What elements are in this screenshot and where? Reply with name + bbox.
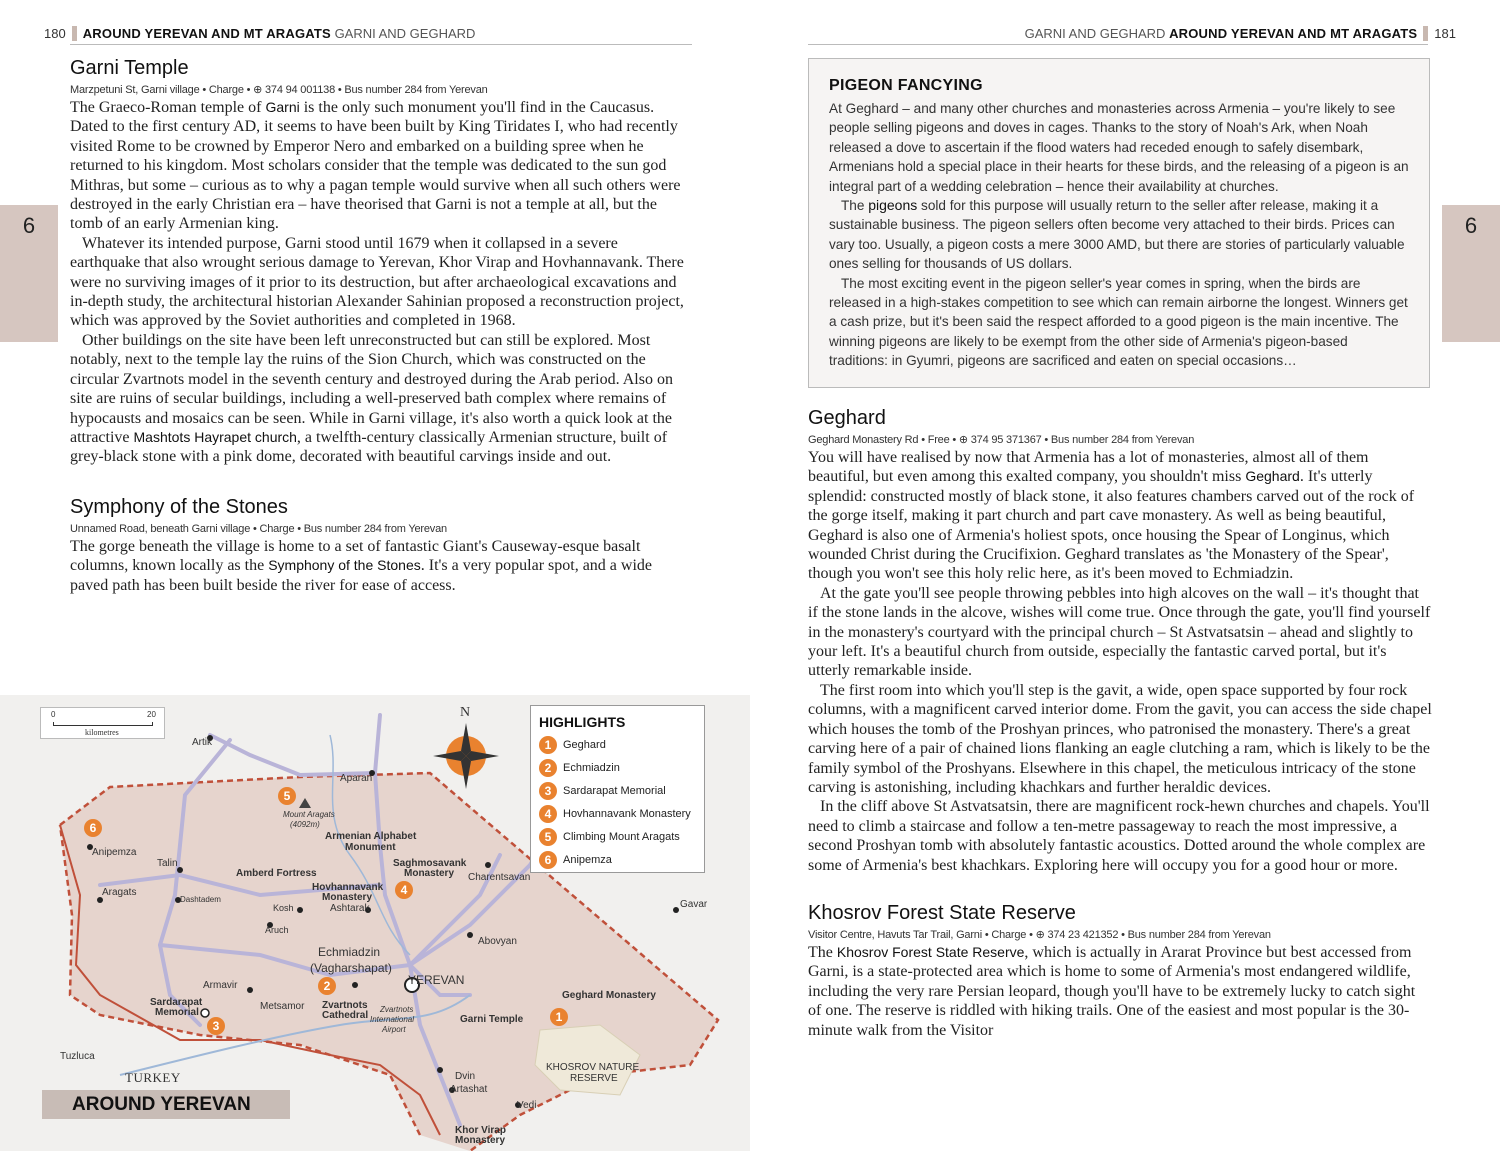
right-column (808, 406, 1432, 1040)
symphony-highlight: Symphony of the Stones (268, 557, 421, 574)
label-garni-temple: Garni Temple (460, 1014, 524, 1025)
geghard-paragraph-4: In the cliff above St Astvatsatsin, there are magnificent rock-hewn churches and chapels. You'll need to climb a staircase and follow a ten-metre passageway to reach the most impressive, a second Proshyan tomb with absolutely fantastic acoustics. Dotted around the whole complex are some of Armenia's best khachkars. Exploring here will occupy you for a good hour or more. (808, 798, 1430, 874)
pigeon-paragraph-3: The most exciting event in the pigeon seller's year comes in spring, when the birds are released in a high-stakes competition to see which can remain airborne the longest. Winners get a cash prize, but it's been said the respect afforded to a good pigeon is the main incentive. The winning pigeons are likely to be exempt from the other side of Armenia's pigeon-based traditions: in Gyumri, pigeons are sacrificed and eaten on special occasions… (829, 275, 1408, 369)
label-talin: Talin (157, 858, 178, 869)
highlight-item (539, 848, 696, 871)
label-khosrov-1: KHOSROV NATURE (546, 1062, 640, 1073)
label-sardarapat: Sardarapat (150, 997, 203, 1008)
north-label: N (460, 705, 471, 720)
label-geghard-monastery: Geghard Monastery (562, 990, 656, 1001)
geghard-highlight: Geghard (1245, 468, 1300, 485)
label-vedi: Vedi (517, 1100, 537, 1111)
pigeon-paragraph-1: At Geghard – and many other churches and monasteries across Armenia – you're likely to see people selling pigeons and doves in cages. Thanks to the story of Noah's Ark, when Noah released a dove to ascertain if the flood waters had receded enough to safely disembark, Armenians hold a special place in their hearts for these birds, and the releasing of a pigeon is an integral part of a wedding celebration – hence their availability at churches. (829, 101, 1409, 194)
label-armavir: Armavir (203, 980, 238, 991)
map-marker-4: 4 (395, 881, 413, 899)
highlight-label: Sardarapat Memorial (563, 784, 666, 797)
label-abovyan: Abovyan (478, 936, 517, 947)
label-saghmosavank: Saghmosavank (393, 858, 467, 869)
label-kosh: Kosh (273, 903, 294, 913)
label-mount-aragats-height: (4092m) (290, 820, 320, 829)
label-alphabet: Armenian Alphabet (325, 831, 417, 842)
left-header-rule (70, 44, 692, 45)
left-chapter-tab-number: 6 (22, 213, 36, 238)
highlight-item (539, 802, 696, 825)
left-chapter-title: AROUND YEREVAN AND MT ARAGATS (82, 26, 331, 41)
right-header-rule (808, 44, 1428, 45)
garni-meta: Marzpetuni St, Garni village • Charge • ⊕ 374 94 001138 • Bus number 284 from Yerevan (70, 84, 488, 96)
label-artashat: Artashat (450, 1084, 488, 1095)
highlight-number: 3 (539, 782, 557, 800)
map-marker-2: 2 (318, 977, 336, 995)
label-dashtadem: Dashtadem (180, 895, 221, 904)
label-vagharshapat: (Vagharshapat) (310, 961, 392, 975)
label-artik: Artik (192, 737, 212, 748)
around-yerevan-map (0, 695, 750, 1151)
highlight-label: Hovhannavank Monastery (563, 807, 691, 820)
map-marker-3: 3 (207, 1017, 225, 1035)
label-charentsavan: Charentsavan (468, 872, 531, 883)
label-khor-virap-2: Monastery (455, 1135, 506, 1146)
highlight-label: Geghard (563, 738, 606, 751)
label-airport-1: Zvartnots (380, 1005, 414, 1014)
label-mount-aragats: Mount Aragats (283, 810, 335, 819)
label-amberd: Amberd Fortress (236, 868, 317, 879)
label-airport-2: International (370, 1015, 415, 1024)
right-running-head (1025, 26, 1456, 41)
khosrov-paragraph-1: The Khosrov Forest State Reserve, which is actually in Ararat Province but best accessed from Garni, is a state-protected area which is home to some of Armenia's most endangered wildlife, including the very rare Persian leopard, though you'll have to be extremely lucky to catch sight of one. The reserve is riddled with hiking trails. One of the easiest and most popular is the 30-minute walk from the Visitor (808, 943, 1416, 1039)
label-hovhannavank: Hovhannavank (312, 882, 384, 893)
label-alphabet-2: Monument (345, 842, 396, 853)
right-chapter-tab-number: 6 (1464, 213, 1478, 238)
right-section-title: GARNI AND GEGHARD (1024, 26, 1166, 41)
garni-highlight: Garni (265, 99, 300, 115)
label-aparan: Aparan (340, 773, 373, 784)
highlight-item (539, 756, 696, 779)
label-anipemza: Anipemza (92, 847, 137, 858)
garni-paragraph-2: Whatever its intended purpose, Garni stood until 1679 when it collapsed in a severe earthquake that also wrought serious damage to Yerevan, Khor Virap and Hovhannavank. There were no surviving images of it prior to its destruction, but after archaeological excavations and in-depth study, the architectural historian Alexander Sahinian proposed a reconstruction project, which was approved by the Soviet authorities and completed in 1968. (70, 234, 684, 330)
compass-rose (433, 723, 499, 789)
label-turkey: TURKEY (125, 1070, 181, 1085)
khosrov-meta: Visitor Centre, Havuts Tar Trail, Garni • Charge • ⊕ 374 23 421352 • Bus number 284 from Yerevan (808, 928, 1271, 941)
highlights-title: HIGHLIGHTS (539, 714, 626, 730)
symphony-title: Symphony of the Stones (70, 495, 288, 518)
geghard-paragraph-3: The first room into which you'll step is the gavit, a wide, open space supported by four rock columns, with a magnificent carved interior dome. From the gavit, you can access the side chapel which houses the tomb of the Proshyan princes, who patronised the monastery. There's a great carving here of a pair of chained lions flanking an eagle clutching a ram, which is likely to be the family symbol of the Proshyans. Elsewhere in this chapel, the meticulous intricacy of the stone carving is astonishing, including khachkars and further heraldic devices. (808, 681, 1432, 796)
map-title: AROUND YEREVAN (42, 1090, 290, 1119)
khosrov-title: Khosrov Forest State Reserve (808, 901, 1076, 924)
highlight-number: 1 (539, 736, 557, 754)
symphony-paragraph-1: The gorge beneath the village is home to a set of fantastic Giant's Causeway-esque basalt columns, known locally as the Symphony of the Stones. It's a very popular spot, and a wide paved path has been built beside the river for ease of access. (70, 537, 652, 594)
highlight-label: Echmiadzin (563, 761, 620, 774)
map-marker-6: 6 (84, 819, 102, 837)
left-section-title: GARNI AND GEGHARD (334, 26, 476, 41)
garni-paragraph-3: Other buildings on the site have been left unreconstructed but can still be explored. Most notably, next to the temple lay the ruins of the Sion Church, which was constructed on the circular Zvartnots model in the seventh century and destroyed during the Arab period. Also on site are ruins of secular buildings, including a well-preserved bath complex where remains of hypocausts and mosaics can be seen. While in Garni village, it's also worth a quick look at the attractive Mashtots Hayrapet church, a twelfth-century classically Armenian structure, built of grey-black stone with a pink dome, decorated with beautiful carvings inside and out. (70, 331, 673, 466)
geghard-paragraph-2: At the gate you'll see people throwing pebbles into high alcoves on the wall – it's thought that if the stone lands in the alcove, wishes will come true. Once through the gate, you'll find yourself in the monastery's courtyard with the principal church – St Astvatsatsin – ahead and slightly to your left. It's a beautiful church from outside, especially the fantastic carved portal, but it's utterly remarkable inside. (808, 584, 1431, 680)
symphony-meta: Unnamed Road, beneath Garni village • Charge • Bus number 284 from Yerevan (70, 522, 447, 535)
label-hovhannavank-2: Monastery (322, 892, 373, 903)
garni-title: Garni Temple (70, 57, 189, 79)
scale-unit: kilometres (85, 728, 119, 737)
label-memorial: Memorial (155, 1007, 199, 1018)
scale-zero: 0 (51, 710, 56, 719)
geghard-meta: Geghard Monastery Rd • Free • ⊕ 374 95 371367 • Bus number 284 from Yerevan (808, 434, 1195, 446)
highlight-number: 4 (539, 805, 557, 823)
pigeon-paragraph-2: The pigeons sold for this purpose will usually return to the seller after release, making it a sustainable business. The pigeon sellers often become very attached to their birds. Prices can vary too. Usually, a pigeon costs a mere 3000 AMD, but there are stories of particularly valuable ones selling for thousands of US dollars. (829, 197, 1405, 272)
label-cathedral: Cathedral (322, 1010, 369, 1021)
highlight-number: 2 (539, 759, 557, 777)
pigeon-fancying-box (808, 58, 1430, 388)
label-saghmosavank-2: Monastery (404, 868, 455, 879)
highlight-label: Climbing Mount Aragats (563, 830, 680, 843)
label-echmiadzin: Echmiadzin (318, 945, 381, 959)
mashtots-highlight: Mashtots Hayrapet church (133, 428, 297, 445)
scale-line (53, 722, 153, 726)
right-chapter-title: AROUND YEREVAN AND MT ARAGATS (1169, 26, 1418, 41)
label-gavar: Gavar (680, 899, 708, 910)
left-chapter-tab (0, 205, 58, 342)
map-marker-5: 5 (278, 787, 296, 805)
label-aragats: Aragats (102, 887, 137, 898)
highlights-legend (530, 705, 705, 873)
pigeon-box-title: PIGEON FANCYING (829, 77, 983, 94)
map-scale (40, 707, 165, 739)
geghard-paragraph-1: You will have realised by now that Armenia has a lot of monasteries, almost all of them beautiful, but even among this exalted company, you shouldn't miss Geghard. It's utterly splendid: constructed mostly of black stone, it also features chambers carved out of the rock of the gorge itself, making it part church and part cave monastery. As well as being beautiful, Geghard is also one of Armenia's holiest spots, once housing the Spear of Longinus, which wounded Christ during the Crucifixion. Geghard translates as 'the Monastery of the Spear', though you won't see this holy relic here, as it's been moved to Echmiadzin. (808, 449, 1415, 583)
highlight-item (539, 779, 696, 802)
label-zvartnots: Zvartnots (322, 1000, 368, 1011)
highlight-number: 5 (539, 828, 557, 846)
sardarapat-marker (201, 1009, 209, 1017)
label-khor-virap-1: Khor Virap (455, 1125, 506, 1136)
left-page-number: 180 (44, 26, 66, 41)
map-marker-1: 1 (550, 1008, 568, 1026)
geghard-title: Geghard (808, 407, 886, 429)
scale-max: 20 (147, 710, 156, 719)
pigeons-highlight: pigeons (868, 197, 918, 214)
label-dvin: Dvin (455, 1071, 476, 1082)
label-tuzluca: Tuzluca (60, 1051, 95, 1062)
khosrov-highlight: Khosrov Forest State Reserve (836, 943, 1025, 960)
highlight-item (539, 733, 696, 756)
highlight-item (539, 825, 696, 848)
label-metsamor: Metsamor (260, 1001, 305, 1012)
right-page-number: 181 (1434, 26, 1456, 41)
highlight-number: 6 (539, 851, 557, 869)
label-ashtarak: Ashtarak (330, 903, 370, 914)
left-running-head (44, 26, 475, 41)
highlight-label: Anipemza (563, 853, 612, 866)
left-column (70, 56, 688, 595)
right-chapter-tab (1442, 205, 1500, 342)
label-khosrov-2: RESERVE (570, 1073, 618, 1084)
label-aruch: Aruch (265, 925, 289, 935)
label-airport-3: Airport (382, 1025, 406, 1034)
garni-paragraph-1: The Graeco-Roman temple of Garni is the only such monument you'll find in the Caucasus. Dated to the first century AD, it seems to have been built by King Tiridates I, who had recently visited Rome to be crowned by Emperor Nero and embarked on a building spree when he returned to his kingdom. Most scholars consider that the temple was dedicated to the sun god Mithras, but some – curious as to why a pagan temple would survive when all such others were destroyed in the early Christian era – have theorised that Garni is not a temple at all, but the tomb of an early Armenian king. (70, 99, 681, 233)
label-yerevan: YEREVAN (408, 973, 465, 987)
